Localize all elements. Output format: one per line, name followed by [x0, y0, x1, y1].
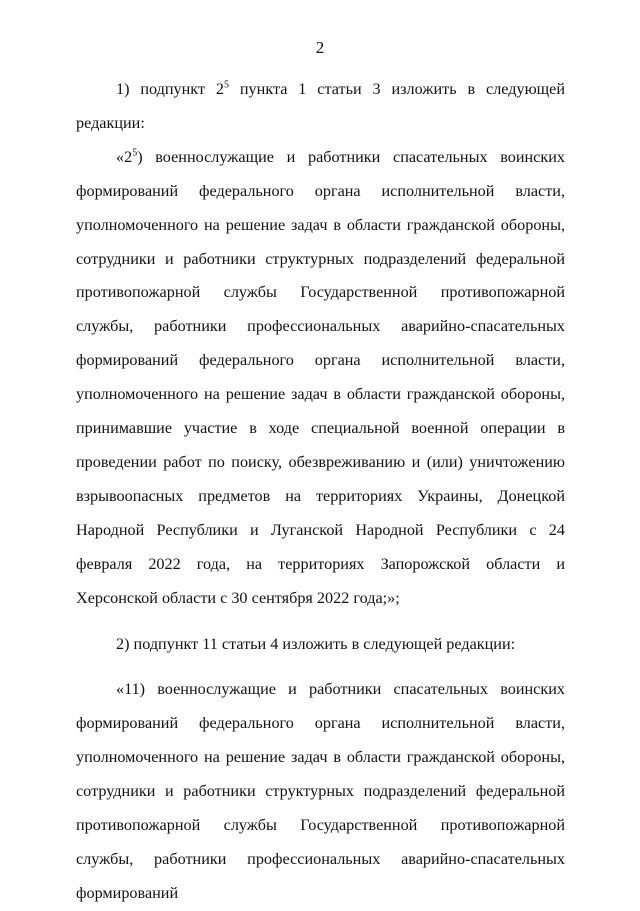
- page-number: 2: [315, 38, 325, 57]
- amendment-2-intro: 2) подпункт 11 статьи 4 изложить в следующей редакции:: [116, 634, 516, 653]
- amendment-1-intro-text-rest: пункта 1 статьи 3 изложить в следующей редакции:: [76, 80, 565, 132]
- amendment-2-quote: «11) военнослужащие и работники спасательных воинских формирований федерального органа исполнительной власти, уполномоченного на решение задач в области гражданской обороны, сотрудники и работники структурных подразделений федеральной противопожарной службы Государственной противопожарной службы, работники профессиональных аварийно-спасательных формирований: [76, 680, 565, 902]
- amendment-1-quote-text: ) военнослужащие и работники спасательных воинских формирований федерального органа исполнительной власти, уполномоченного на решение задач в области гражданской обороны, сотрудники и работники структурных подразделений федеральной противопожарной службы Государственной противопожарной службы, работники профессиональных аварийно-спасательных формирований федерального органа исполнительной власти, уполномоченного на решение задач в области гражданской обороны, принимавшие участие в ходе специальной военной операции в проведении работ по поиску, обезвреживанию и (или) уничтожению взрывоопасных предметов на территориях Украины, Донецкой Народной Республики и Луганской Народной Республики с 24 февраля 2022 года, на территориях Запорожской области и Херсонской области с 30 сентября 2022 года;»;: [76, 147, 565, 607]
- document-body: [76, 73, 565, 911]
- amendment-1-intro: [76, 73, 565, 141]
- amendment-1-intro-text: 1) подпункт 2: [116, 80, 225, 98]
- amendment-1-quote-open: «2: [116, 147, 133, 166]
- superscript: 5: [224, 79, 230, 91]
- amendment-1-quote: [76, 141, 565, 616]
- superscript: 5: [132, 147, 138, 159]
